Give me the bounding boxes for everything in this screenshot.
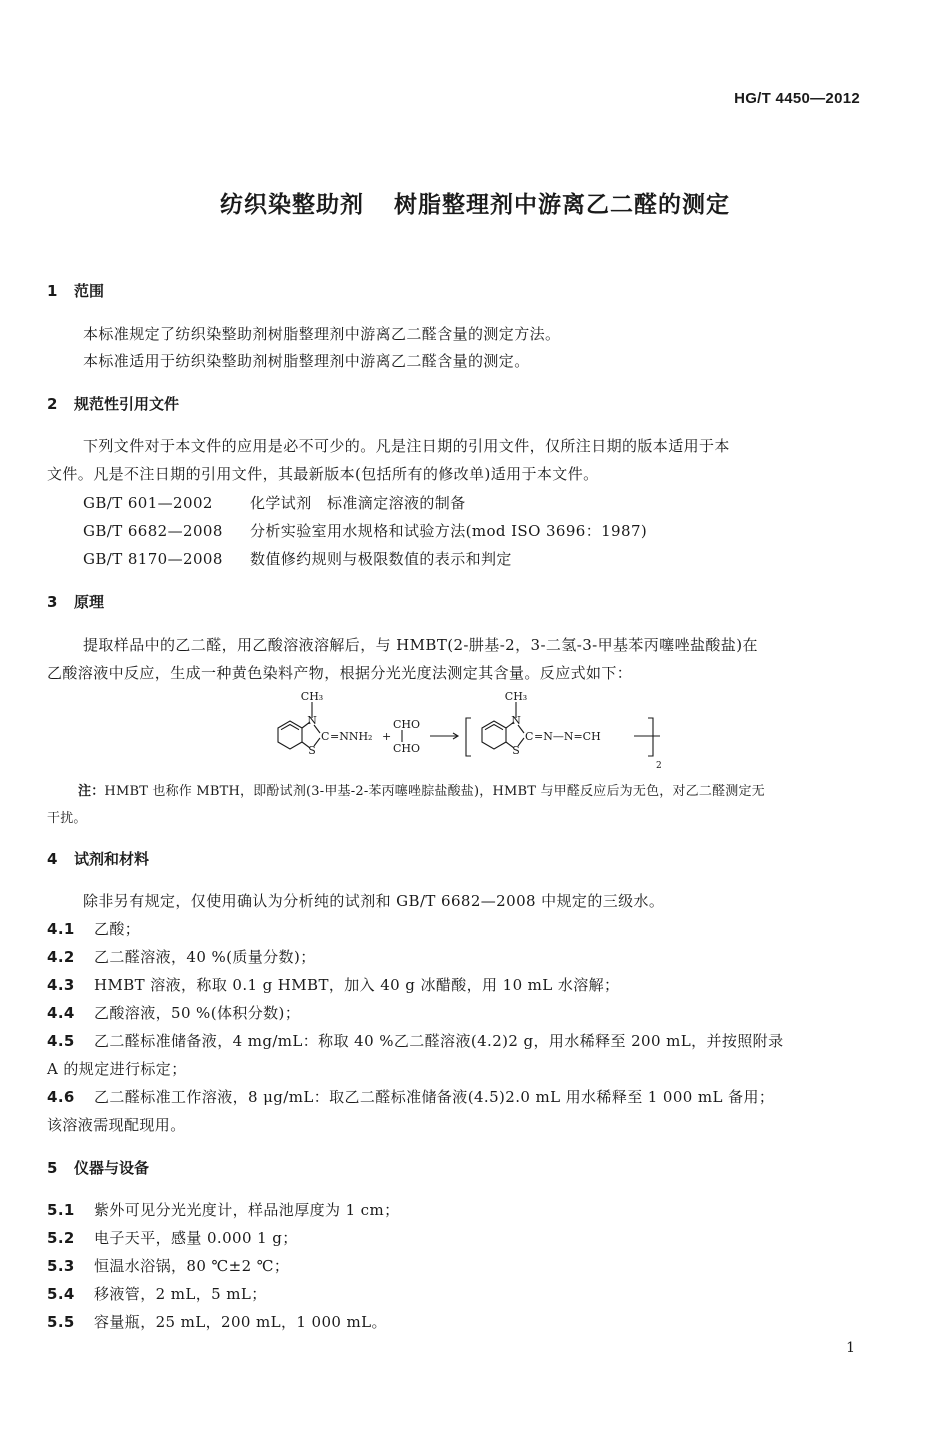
list-item: 4.1 乙酸； [47,920,141,938]
carbon-label: C [525,730,534,743]
s3-paragraph-line-2: 乙酸溶液中反应，生成一种黄色染料产物，根据分光光度法测定其含量。反应式如下： [47,664,633,682]
reference-item: GB/T 6682—2008 分析实验室用水规格和试验方法(mod ISO 3696：1987) [83,522,648,540]
list-item: 4.4 乙酸溶液，50 %(体积分数)； [47,1004,301,1022]
section-4-heading: 4 试剂和材料 [47,850,150,868]
s2-paragraph-line-2: 文件。凡是不注日期的引用文件，其最新版本(包括所有的修改单)适用于本文件。 [47,465,599,483]
title-part-1: 纺织染整助剂 [220,192,364,218]
azine-chain: =N—N=CH [534,730,601,743]
nitrogen-label: N [511,714,521,727]
section-5-heading: 5 仪器与设备 [47,1159,150,1177]
list-item: 4.2 乙二醛溶液，40 %(质量分数)； [47,948,316,966]
section-2-heading: 2 规范性引用文件 [47,395,180,413]
list-item-continuation: 该溶液需现配现用。 [47,1116,186,1134]
methyl-label: CH₃ [504,690,528,703]
carbon-label: C [321,730,330,743]
s2-paragraph-line-1: 下列文件对于本文件的应用是必不可少的。凡是注日期的引用文件，仅所注日期的版本适用于本 [83,437,730,455]
list-item: 5.4 移液管，2 mL，5 mL； [47,1285,267,1303]
glyoxal-cho-top: CHO [393,718,421,731]
standard-number: HG/T 4450—2012 [734,90,860,107]
polymer-subscript: 2 [656,761,662,771]
list-item: 4.5 乙二醛标准储备液，4 mg/mL：称取 40 %乙二醛溶液(4.2)2 g，用水稀释至 200 mL，并按照附录 [47,1032,784,1050]
list-item: 5.2 电子天平，感量 0.000 1 g； [47,1229,298,1247]
list-item: 5.1 紫外可见分光光度计，样品池厚度为 1 cm； [47,1201,400,1219]
page-number: 1 [846,1340,855,1356]
plus-sign: + [382,730,392,743]
reference-item: GB/T 8170—2008 数值修约规则与极限数值的表示和判定 [83,550,512,568]
section-3-heading: 3 原理 [47,593,105,611]
s1-paragraph-2: 本标准适用于纺织染整助剂树脂整理剂中游离乙二醛含量的测定。 [83,352,530,370]
sulfur-label: S [512,744,520,757]
s1-paragraph-1: 本标准规定了纺织染整助剂树脂整理剂中游离乙二醛含量的测定方法。 [83,325,561,343]
reaction-equation [250,688,670,774]
list-item: 5.3 恒温水浴锅，80 ℃±2 ℃； [47,1257,290,1275]
hydrazine-group: =NNH₂ [330,730,373,743]
reference-item: GB/T 601—2002 化学试剂 标准滴定溶液的制备 [83,494,466,512]
list-item: 4.3 HMBT 溶液，称取 0.1 g HMBT，加入 40 g 冰醋酸，用 10 mL 水溶解； [47,976,620,994]
list-item: 5.5 容量瓶，25 mL，200 mL，1 000 mL。 [47,1313,387,1331]
list-item-continuation: A 的规定进行标定； [47,1060,187,1078]
section-1-heading: 1 范围 [47,282,105,300]
document-title [0,186,950,219]
glyoxal-cho-bottom: CHO [393,742,421,755]
sulfur-label: S [308,744,316,757]
s3-paragraph-line-1: 提取样品中的乙二醛，用乙酸溶液溶解后，与 HMBT(2-肼基-2，3-二氢-3-甲基苯丙噻唑盐酸盐)在 [83,636,758,654]
note-line-2: 干扰。 [47,811,87,826]
s4-intro: 除非另有规定，仅使用确认为分析纯的试剂和 GB/T 6682—2008 中规定的三级水。 [83,892,665,910]
nitrogen-label: N [307,714,317,727]
methyl-label: CH₃ [300,690,324,703]
title-part-2: 树脂整理剂中游离乙二醛的测定 [394,192,730,218]
note-line-1: 注：HMBT 也称作 MBTH，即酚试剂(3-甲基-2-苯丙噻唑腙盐酸盐)，HMBT 与甲醛反应后为无色，对乙二醛测定无 [78,784,765,799]
list-item: 4.6 乙二醛标准工作溶液，8 μg/mL：取乙二醛标准储备液(4.5)2.0 mL 用水稀释至 1 000 mL 备用； [47,1088,775,1106]
